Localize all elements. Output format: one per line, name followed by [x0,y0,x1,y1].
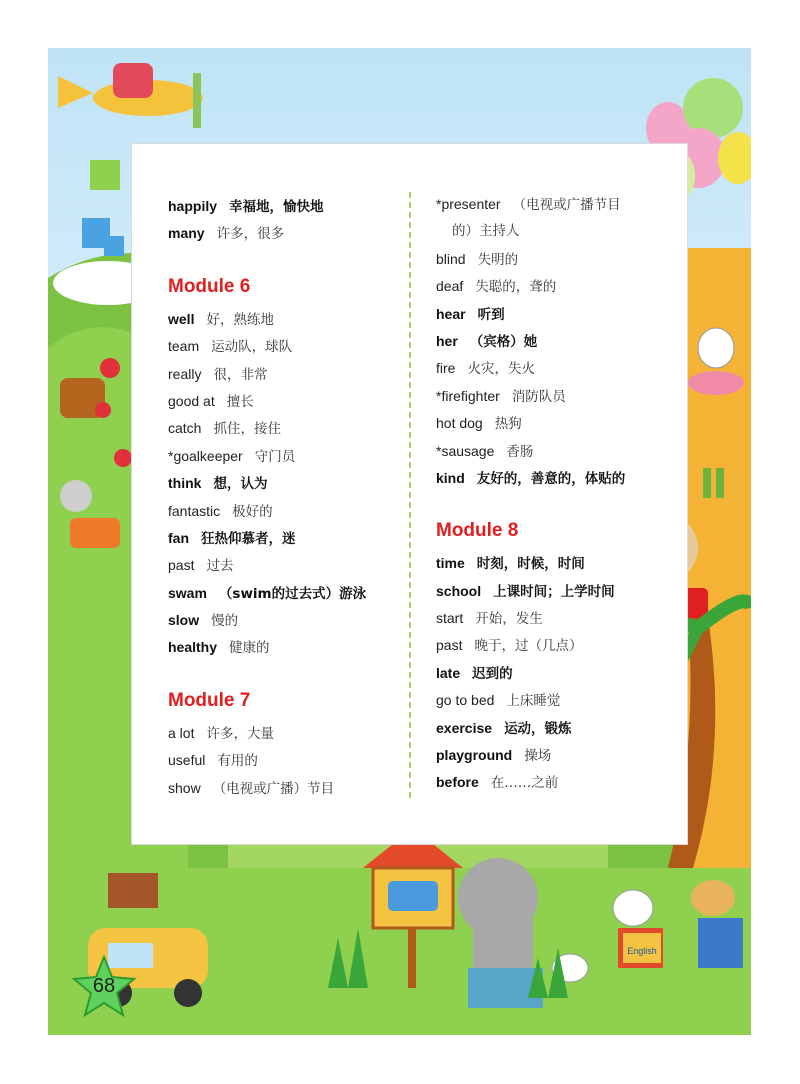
vocab-entry [168,721,403,748]
vocab-meaning: 健康的 [229,640,270,657]
vocab-meaning: 抓住，接住 [213,421,281,438]
vocab-meaning: 过去 [206,558,234,575]
vocab-meaning: （宾格）她 [469,333,538,350]
vocab-meaning: 许多，大量 [206,725,274,742]
vocab-entry [436,688,676,715]
vocab-meaning: 失聪的，聋的 [475,279,557,296]
vocab-word: useful [168,752,206,769]
vocab-meaning: 很，非常 [213,366,268,383]
vocab-word: late [436,664,461,681]
module-heading: Module 7 [168,689,251,711]
vocab-entry [436,411,676,438]
vocab-entry [436,384,676,411]
vocab-entry [436,633,676,660]
vocab-meaning: 操场 [524,748,552,765]
vocab-entry [168,194,403,221]
vocab-entry [168,553,403,580]
vocab-entry [168,499,403,526]
vocab-word: before [436,774,479,791]
vocab-entry [436,770,676,797]
vocab-word: happily [168,198,218,214]
vocab-meaning: （电视或广播节目 [512,197,621,213]
vocab-word: *goalkeeper [168,447,243,464]
vocab-word: hot dog [436,415,483,432]
vocab-entry [436,661,676,688]
vocab-word: school [436,582,482,599]
vocab-word: show [168,779,201,796]
vocab-entry [436,743,676,770]
vocab-meaning: 友好的，善意的，体贴的 [476,470,626,487]
vocab-entry [168,444,403,471]
vocab-meaning: 火灾，失火 [467,361,535,378]
vocab-entry [436,192,676,219]
vocabulary-column-right [436,192,676,798]
vocab-word: past [168,557,195,574]
vocab-entry [168,608,403,635]
book-cover-text: English [627,946,657,956]
vocab-entry [168,581,403,608]
vocab-meaning: 守门员 [254,448,296,465]
page-number: 68 [92,975,116,997]
vocab-meaning: 好，熟练地 [206,311,274,328]
vocab-meaning: 晚于，过（几点） [474,638,583,655]
vocab-meaning: 开始，发生 [475,611,543,628]
vocab-word: think [168,475,202,492]
vocab-meaning: 想，认为 [213,476,268,493]
vocab-meaning: 极好的 [232,503,273,520]
vocab-word: fantastic [168,502,221,519]
vocab-meaning: 香肠 [506,443,534,460]
vocab-entry [168,635,403,662]
vocab-word: kind [436,469,465,486]
vocab-entry [168,389,403,416]
vocab-word: blind [436,250,466,267]
vocab-word: playground [436,747,513,764]
vocab-entry [168,362,403,389]
vocab-entry [168,526,403,553]
vocab-entry [168,471,403,498]
vocab-meaning: 慢的 [211,613,239,630]
vocab-meaning: 有用的 [217,753,258,770]
vocab-meaning: 听到 [477,306,505,323]
vocab-word: team [168,338,200,355]
vocab-meaning: 运动队，球队 [211,339,293,356]
vocab-meaning: 许多，很多 [216,226,285,243]
vocab-word: many [168,225,205,242]
vocab-entry [436,274,676,301]
vocab-meaning: 上床睡觉 [506,693,561,710]
vocab-entry [168,221,403,248]
vocab-word: start [436,610,464,627]
vocab-meaning: 失明的 [477,251,519,268]
module-heading: Module 8 [436,520,519,542]
vocab-word: deaf [436,278,464,295]
vocab-word: time [436,555,465,572]
vocab-entry [436,329,676,356]
vocab-meaning: 在……之前 [490,775,559,792]
vocab-word: a lot [168,724,195,741]
vocab-entry [436,247,676,274]
vocab-entry [436,551,676,578]
vocab-word: swam [168,584,207,601]
column-divider [409,192,411,798]
vocabulary-column-left [168,194,403,803]
vocab-word: her [436,332,458,349]
vocab-entry-continuation [436,219,676,246]
module-heading: Module 6 [168,275,251,297]
vocab-word: *firefighter [436,387,500,404]
vocab-word: healthy [168,639,218,656]
vocab-word: really [168,365,202,382]
vocab-meaning: 热狗 [494,416,522,433]
vocab-meaning: 运动，锻炼 [504,720,572,737]
vocab-word: past [436,637,463,654]
vocab-meaning: 的）主持人 [452,223,520,240]
vocab-entry [168,748,403,775]
vocab-entry [436,606,676,633]
vocab-meaning: 消防队员 [511,388,566,405]
vocab-entry [436,466,676,493]
vocab-entry [436,579,676,606]
vocab-meaning: （swim的过去式）游泳 [218,585,367,602]
vocab-meaning: 上课时间；上学时间 [493,583,615,600]
vocab-word: *sausage [436,442,495,459]
vocab-word: fire [436,360,456,377]
vocab-entry [436,356,676,383]
vocab-meaning: 迟到的 [472,665,513,682]
vocab-word: fan [168,529,189,546]
vocab-word: exercise [436,719,493,736]
vocab-entry [168,776,403,803]
vocab-entry [436,439,676,466]
vocab-word: good at [168,392,215,409]
vocab-word: well [168,310,195,327]
vocab-entry [436,716,676,743]
vocab-meaning: 时刻，时候，时间 [476,556,585,573]
vocab-word: hear [436,305,466,322]
vocab-word: *presenter [436,196,501,212]
vocab-meaning: 擅长 [226,393,254,410]
vocab-meaning: 幸福地，愉快地 [229,199,324,215]
vocab-meaning: （电视或广播）节目 [212,780,335,797]
vocab-word: slow [168,612,200,629]
vocab-entry [168,416,403,443]
vocab-word: catch [168,420,202,437]
vocab-word: go to bed [436,692,495,709]
vocab-entry [436,302,676,329]
vocab-meaning: 狂热仰慕者，迷 [201,530,296,547]
vocab-entry [168,307,403,334]
vocab-entry [168,334,403,361]
